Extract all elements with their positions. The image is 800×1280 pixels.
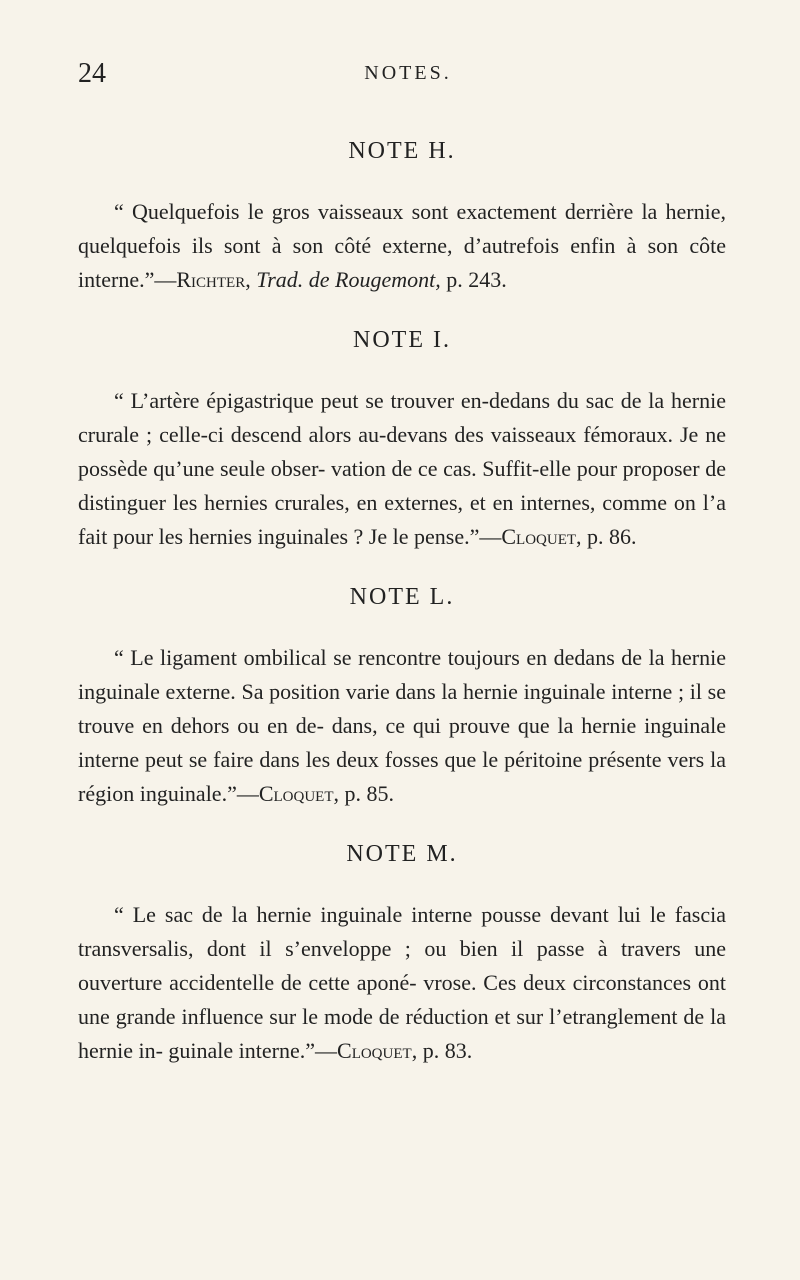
note-page-ref: p. 243. — [440, 267, 507, 292]
note-author: Cloquet — [501, 524, 577, 549]
note-l — [78, 584, 726, 811]
note-source: Trad. de Rougemont, — [256, 267, 441, 292]
notes-content — [78, 138, 726, 1068]
note-quote: “ Quelquefois le gros vaisseaux sont exactement derrière la hernie, quelquefois ils sont à son côté externe, d’autrefois enfin à son côte interne.”— — [78, 199, 726, 292]
page-number: 24 — [78, 58, 106, 89]
note-source-separator: , — [245, 267, 257, 292]
note-text — [78, 641, 726, 811]
note-quote: “ Le sac de la hernie inguinale interne pousse devant lui le fascia transversalis, dont il s’enveloppe ; ou bien il passe à travers une ouverture accidentelle de cette aponé- vrose. Ces deux circonstances ont une grande influence sur le mode de réduction et sur l’etranglement de la hernie in- guinale interne.”— — [78, 902, 726, 1063]
running-head: NOTES. — [364, 62, 452, 84]
note-title: NOTE M. — [346, 841, 458, 867]
note-h — [78, 138, 726, 297]
note-page-ref: , p. 85. — [333, 781, 395, 806]
note-author: Cloquet — [258, 781, 334, 806]
note-text — [78, 384, 726, 554]
note-m — [78, 841, 726, 1068]
note-i — [78, 327, 726, 554]
note-quote: “ L’artère épigastrique peut se trouver en-dedans du sac de la hernie crurale ; celle-ci descend alors au-devans des vaisseaux fémoraux. Je ne possède qu’une seule obser- vation de ce cas. Suffit-elle pour proposer de distinguer les hernies crurales, en externes, et en internes, comme on l’a fait pour les hernies inguinales ? Je le pense.”— — [78, 388, 726, 549]
note-title: NOTE H. — [348, 138, 456, 164]
page-header — [78, 58, 738, 98]
note-quote: “ Le ligament ombilical se rencontre toujours en dedans de la hernie inguinale externe. Sa position varie dans la hernie inguinale interne ; il se trouve en dehors ou en de- dans, ce qui prouve que la hernie inguinale interne peut se faire dans les deux fosses que le péritoine présente vers la région inguinale.”— — [78, 645, 726, 806]
note-text — [78, 195, 726, 297]
note-page-ref: , p. 86. — [576, 524, 637, 549]
note-text — [78, 898, 726, 1068]
note-page-ref: , p. 83. — [411, 1038, 473, 1063]
note-title: NOTE L. — [349, 584, 455, 610]
note-author: Cloquet — [337, 1038, 412, 1063]
note-author: Richter — [176, 267, 246, 292]
note-title: NOTE I. — [353, 327, 451, 353]
